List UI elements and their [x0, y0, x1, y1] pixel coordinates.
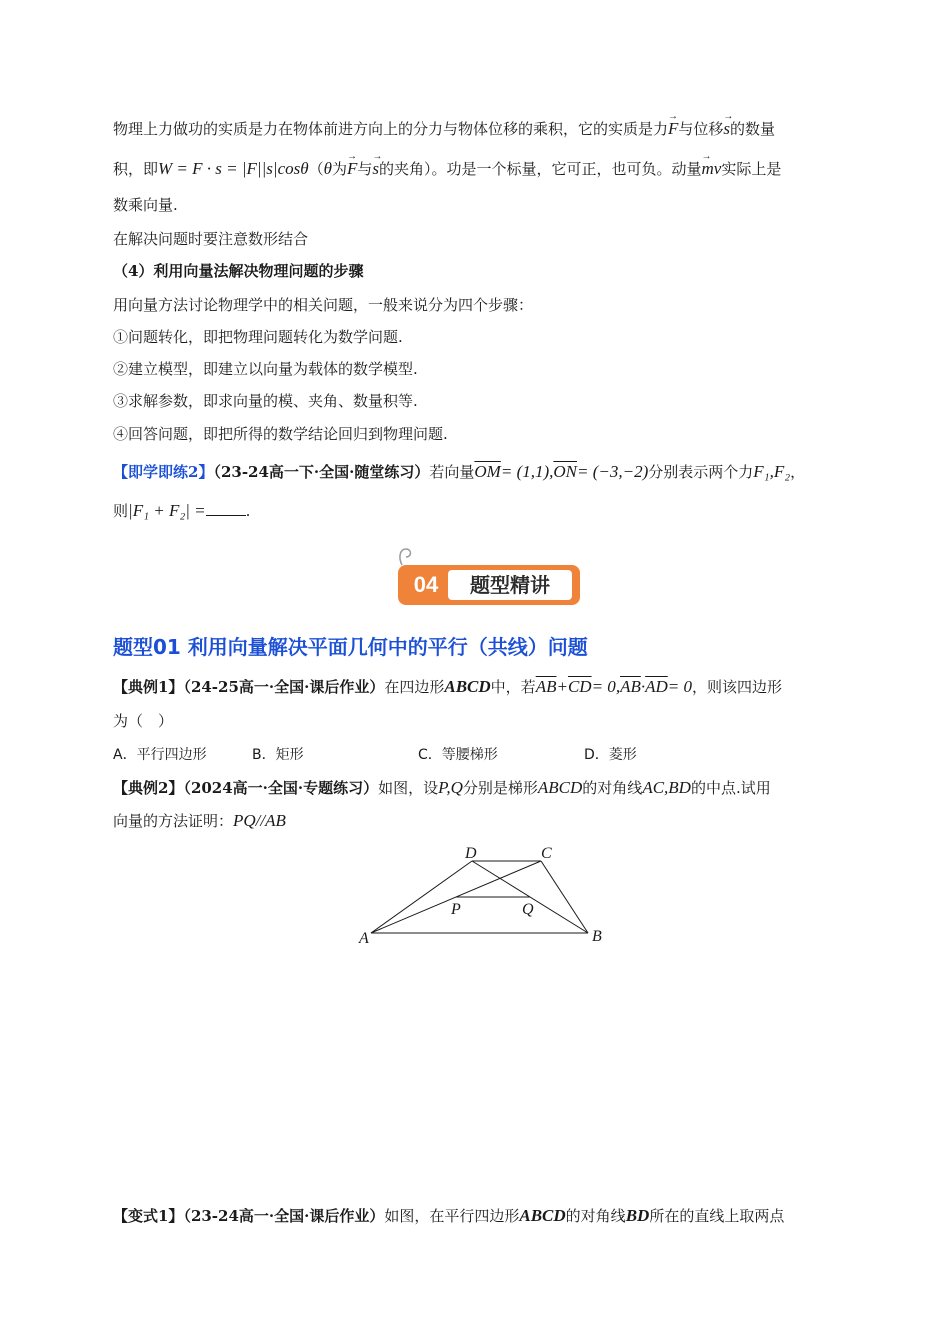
segment-bc — [541, 861, 588, 933]
variant-1-line-1: 【变式1】（23-24高一·全国·课后作业）如图，在平行四边形ABCD的对角线BD所在的直线上取两点 — [113, 1206, 785, 1225]
force-sum-formula: |F₁ + F₂| = — [128, 501, 206, 520]
practice-2-line-1: 【即学即练2】（23-24高一下·全国·随堂练习）若向量$\overline{OM}= (1,1),\overline{ON}= (-3,-2)$分别表示两个力F₁,F₂， — [113, 462, 806, 481]
intro-line-2: 积，即W = F · s = |F||s|cosθ（θ为→ F与→ s的夹角）。功是一个标量，它可正，也可负。动量→ mv实际上是 — [113, 158, 781, 180]
steps-heading: （4）利用向量法解决物理问题的步骤 — [113, 262, 364, 280]
section-banner — [398, 565, 580, 605]
option-b[interactable]: B．矩形 — [252, 747, 304, 763]
practice-source: （23-24高一下·全国·随堂练习） — [213, 463, 430, 481]
label-c: C — [541, 845, 552, 862]
step-item: ①问题转化，即把物理问题转化为数学问题. — [113, 328, 403, 346]
label-q: Q — [522, 901, 534, 918]
momentum-vector: → mv — [702, 158, 722, 180]
step-item: ②建立模型，即建立以向量为载体的数学模型. — [113, 360, 418, 378]
displacement-vector: → s — [723, 118, 730, 140]
example-2-line-2: 向量的方法证明：PQ//AB — [113, 811, 286, 830]
variant-tag: 【变式1】 — [113, 1207, 184, 1225]
variant-source: （23-24高一·全国·课后作业） — [183, 1207, 385, 1225]
practice-2-line-2: 则|F₁ + F₂| = . — [113, 501, 251, 520]
banner-number: 04 — [413, 572, 439, 597]
intro-line-4: 在解决问题时要注意数形结合 — [113, 230, 309, 248]
label-d: D — [465, 845, 477, 862]
trapezoid-figure — [355, 840, 615, 950]
option-a[interactable]: A．平行四边形 — [113, 747, 207, 763]
step-item: ③求解参数，即求向量的模、夹角、数量积等. — [113, 392, 418, 410]
example-1-line-1: 【典例1】（24-25高一·全国·课后作业）在四边形ABCD中，若$\overline{AB}+\overline{CD}= 0,\overline{AB}\cdot\overline{AD}= 0$，则该四边形 — [113, 677, 783, 696]
example-1-line-2: 为（ ） — [113, 712, 174, 730]
intro-line-3: 数乘向量. — [113, 196, 178, 214]
option-d[interactable]: D．菱形 — [584, 747, 637, 763]
intro-line-1: 物理上力做功的实质是力在物体前进方向上的分力与物体位移的乘积，它的实质是力→ F与位移→ s的数量 — [113, 118, 775, 140]
step-item: ④回答问题，即把所得的数学结论回归到物理问题. — [113, 425, 448, 443]
label-p: P — [451, 901, 461, 918]
practice-tag: 【即学即练2】 — [113, 463, 214, 481]
example-source: （24-25高一·全国·课后作业） — [183, 678, 385, 696]
section-title: 题型01 利用向量解决平面几何中的平行（共线）问题 — [113, 635, 588, 659]
steps-intro: 用向量方法讨论物理学中的相关问题，一般来说分为四个步骤： — [113, 296, 534, 314]
work-formula: W = F · s = |F||s|cosθ — [158, 159, 309, 178]
example-2-line-1: 【典例2】（2024高一·全国·专题练习）如图，设P,Q分别是梯形ABCD的对角线AC,BD的中点.试用 — [113, 778, 771, 797]
example-tag: 【典例2】 — [113, 779, 184, 797]
banner-label: 题型精讲 — [448, 570, 572, 600]
example-tag: 【典例1】 — [113, 678, 184, 696]
label-a: A — [359, 930, 369, 947]
force-vector: → F — [668, 118, 678, 140]
answer-blank — [206, 501, 246, 516]
example-source: （2024高一·全国·专题练习） — [183, 779, 379, 797]
label-b: B — [592, 928, 602, 945]
option-c[interactable]: C．等腰梯形 — [418, 747, 498, 763]
